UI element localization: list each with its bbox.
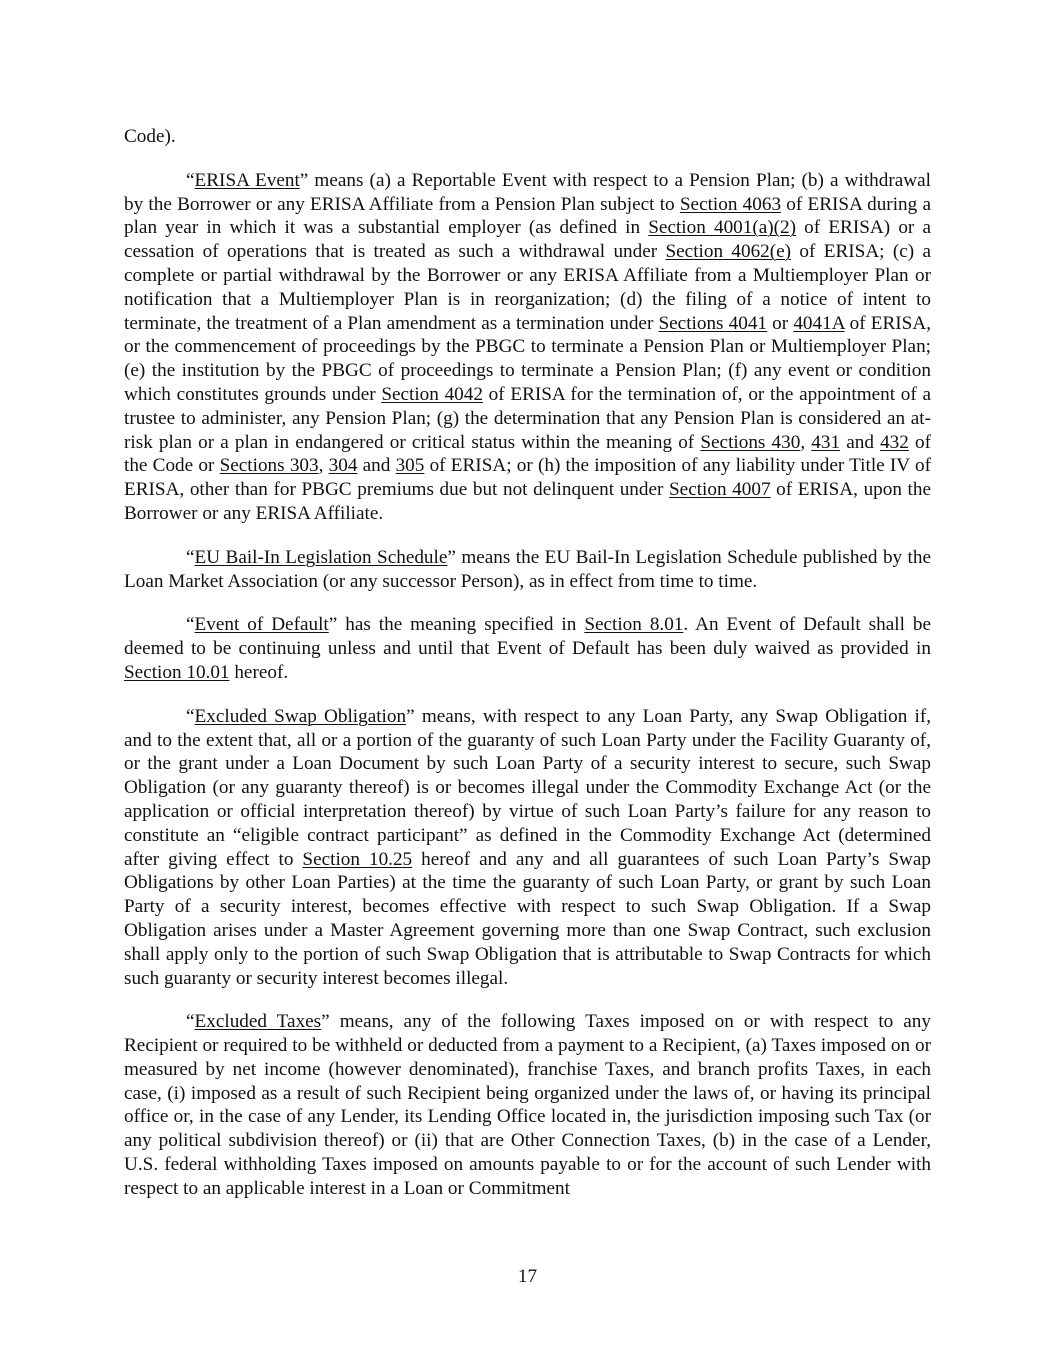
defined-term: Excluded Swap Obligation	[194, 705, 407, 727]
section-reference: 305	[395, 455, 425, 477]
definition-text: means (a) a Reportable Event with respect to a Pension Plan; (b) a withdrawal by the Borrower or any ERISA Affiliate from a Pension Plan subject to	[124, 169, 931, 215]
definition-text: has the meaning specified in	[337, 614, 585, 636]
definition-excluded-swap-obligation	[124, 705, 931, 991]
definition-text: ,	[318, 455, 329, 477]
section-reference: 432	[880, 431, 909, 453]
definition-text: of ERISA for the termination of, or the appointment of a trustee to administer, any Pension Plan; (g) the determination that any Pension Plan is considered an at-risk plan or a plan in endangered or critical status within the meaning of	[124, 383, 931, 453]
defined-term: EU Bail-In Legislation Schedule	[194, 546, 448, 568]
definition-text: or	[767, 312, 794, 334]
section-reference: Section 8.01	[584, 614, 684, 636]
quote-open: “	[186, 705, 195, 727]
page-number: 17	[517, 1266, 538, 1287]
definition-text: ,	[800, 431, 812, 453]
quote-open: “	[186, 546, 195, 568]
definition-text: of ERISA) or a cessation of operations that is treated as such a withdrawal under	[124, 217, 931, 263]
quote-open: “	[186, 169, 195, 191]
defined-term: Excluded Taxes	[194, 1011, 322, 1033]
continuation-text: Code).	[124, 126, 176, 147]
definition-text: and	[357, 455, 396, 477]
quote-close: ”	[447, 546, 456, 568]
quote-close: ”	[406, 705, 415, 727]
page-content	[124, 125, 931, 1221]
section-reference: Sections 430	[700, 431, 801, 453]
definition-erisa-event	[124, 169, 931, 526]
section-reference: Sections 4041	[658, 312, 768, 334]
definition-text: means, any of the following Taxes imposed on or with respect to any Recipient or required to be withheld or deducted from a payment to a Recipient, (a) Taxes imposed on or measured by net income (however denominated), franchise Taxes, and branch profits Taxes, in each case, (i) imposed as a result of such Recipient being organized under the laws of, or having its principal office or, in the case of any Lender, its Lending Office located in, the jurisdiction imposing such Tax (or any political subdivision thereof) or (ii) that are Other Connection Taxes, (b) in the case of a Lender, U.S. federal withholding Taxes imposed on amounts payable to or for the account of such Lender with respect to an applicable interest in a Loan or Commitment	[124, 1011, 931, 1199]
section-reference: Section 4042	[381, 383, 483, 405]
definition-text: . An Event of Default shall be deemed to be continuing unless and until that Event of Default has been duly waived as provided in	[124, 614, 931, 660]
section-reference: Section 10.01	[124, 661, 230, 683]
quote-close: ”	[299, 169, 309, 191]
quote-open: “	[186, 614, 195, 636]
defined-term: ERISA Event	[194, 169, 300, 191]
definition-text: of the Code or	[124, 431, 931, 477]
definition-text: of ERISA during a plan year in which it was a substantial employer (as defined in	[124, 193, 931, 239]
definition-excluded-taxes	[124, 1010, 931, 1200]
definition-eu-bail-in-legislation-schedule	[124, 546, 931, 594]
section-reference: Sections 303	[219, 455, 319, 477]
definition-text: of ERISA; or (h) the imposition of any liability under Title IV of ERISA, other than for PBGC premiums due but not delinquent under	[124, 455, 931, 501]
section-reference: 304	[328, 455, 358, 477]
quote-close: ”	[321, 1011, 330, 1033]
definition-text: hereof and any and all guarantees of such Loan Party’s Swap Obligations by other Loan Parties) at the time the guaranty of such Loan Party, or grant by such Loan Party of a security interest, becomes effective with respect to such Swap Obligation. If a Swap Obligation arises under a Master Agreement governing more than one Swap Contract, such exclusion shall apply only to the portion of such Swap Obligation that is attributable to Swap Contracts for which such guaranty or security interest becomes illegal.	[124, 848, 931, 989]
section-reference: Section 4007	[669, 479, 771, 501]
quote-close: ”	[328, 614, 338, 636]
definition-text: hereof.	[229, 661, 289, 683]
definition-text: of ERISA, or the commencement of proceedings by the PBGC to terminate a Pension Plan or Multiemployer Plan; (e) the institution by the PBGC of proceedings to terminate a Pension Plan; (f) any event or condition which constitutes grounds under	[124, 312, 932, 405]
definition-text: of ERISA, upon the Borrower or any ERISA Affiliate.	[124, 479, 931, 524]
definition-text: means the EU Bail-In Legislation Schedule published by the Loan Market Association (or any successor Person), as in effect from time to time.	[124, 546, 931, 592]
definition-event-of-default	[124, 613, 931, 684]
defined-term: Event of Default	[194, 614, 329, 636]
definition-text: of ERISA; (c) a complete or partial withdrawal by the Borrower or any ERISA Affiliate from a Multiemployer Plan or notification that a Multiemployer Plan is in reorganization; (d) the filing of a notice of intent to terminate, the treatment of a Plan amendment as a termination under	[124, 241, 932, 334]
definition-text: means, with respect to any Loan Party, any Swap Obligation if, and to the extent that, all or a portion of the guaranty of such Loan Party under the Facility Guaranty of, or the grant under a Loan Document by such Loan Party of a security interest to secure, such Swap Obligation (or any guaranty thereof) is or becomes illegal under the Commodity Exchange Act (or the application or official interpretation thereof) by virtue of such Loan Party’s failure for any reason to constitute an “eligible contract participant” as defined in the Commodity Exchange Act (determined after giving effect to	[124, 705, 932, 870]
section-reference: Section 4063	[679, 193, 782, 215]
quote-open: “	[186, 1011, 195, 1033]
section-reference: Section 4062(e)	[665, 241, 792, 263]
definition-text: and	[840, 431, 881, 453]
section-reference: Section 10.25	[302, 848, 413, 870]
section-reference: 431	[811, 431, 841, 453]
section-reference: 4041A	[793, 312, 845, 334]
section-reference: Section 4001(a)(2)	[648, 217, 797, 239]
